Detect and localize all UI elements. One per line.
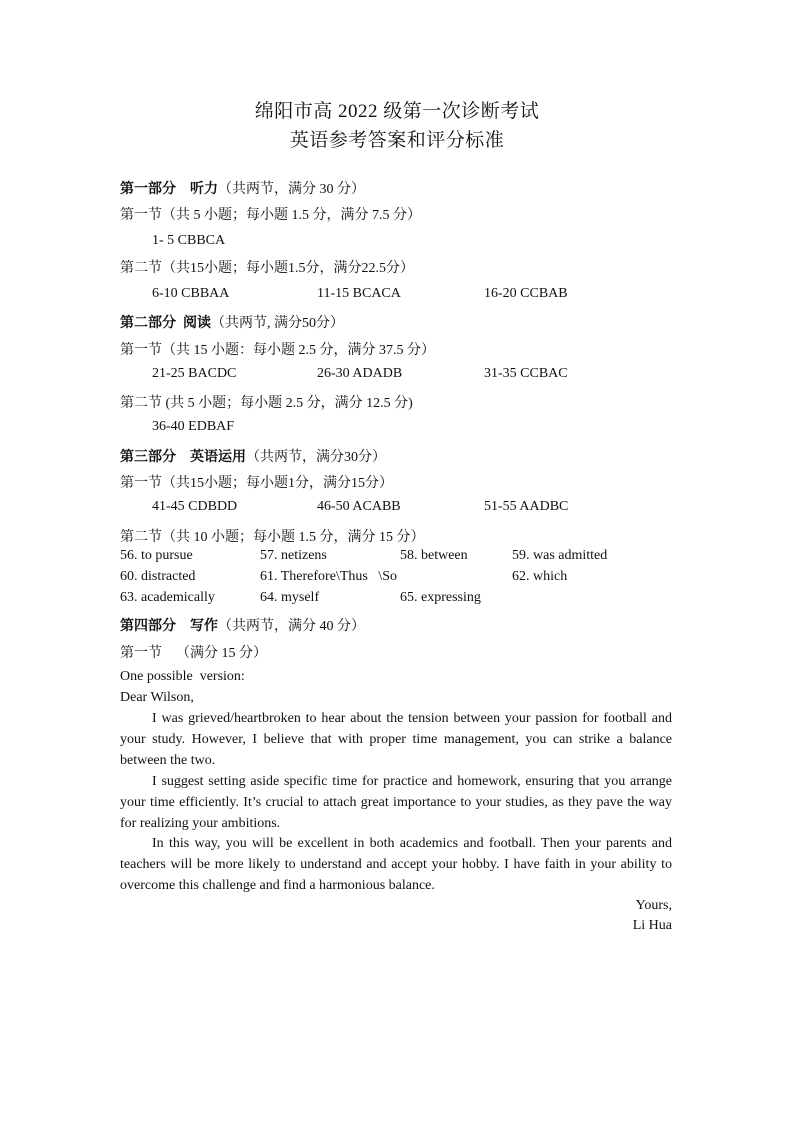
- fill-answer: 62. which: [512, 569, 568, 584]
- part2-sec1-header: 第一节（共 15 小题：每小题 2.5 分，满分 37.5 分）: [120, 343, 435, 358]
- part2-sec2-header: 第二节 (共 5 小题；每小题 2.5 分，满分 12.5 分): [120, 396, 413, 411]
- answer-group: 51-55 AADBC: [484, 499, 569, 514]
- fill-answer: 61. Therefore\Thus \So: [260, 569, 397, 584]
- answer-group: 16-20 CCBAB: [484, 286, 568, 301]
- answer-group: 11-15 BCACA: [317, 286, 401, 301]
- part4-heading: 第四部分: [120, 619, 176, 634]
- part1-name: 听力: [190, 182, 218, 197]
- part2-heading: 第二部分: [120, 316, 176, 331]
- letter-paragraph: In this way, you will be excellent in both academics and football. Then your parents and teachers will be more likely to understand and accept your hobby. I have faith in your ability to overcome this challenge and find a harmonious balance.: [120, 836, 672, 893]
- answer-group: 46-50 ACABB: [317, 499, 401, 514]
- part1-heading: 第一部分: [120, 182, 176, 197]
- answer-group: 41-45 CDBDD: [152, 499, 238, 514]
- part2-header: [120, 312, 344, 332]
- answer-group: 1- 5 CBBCA: [152, 233, 226, 248]
- fill-answer: 58. between: [400, 548, 468, 563]
- fill-answer: 63. academically: [120, 590, 215, 605]
- fill-answer: 59. was admitted: [512, 548, 608, 563]
- page-title: 绵阳市高 2022 级第一次诊断考试: [254, 101, 540, 122]
- answer-group: 26-30 ADADB: [317, 366, 403, 381]
- letter-signature: Li Hua: [632, 918, 672, 933]
- part2-name: 阅读: [183, 316, 211, 331]
- letter-paragraph: I suggest setting aside specific time for practice and homework, ensuring that you arrange your time efficiently. It’s crucial to attach great importance to your studies, as they pave the way for realizing your ambitions.: [120, 774, 672, 831]
- part3-sec2-header: 第二节（共 10 小题；每小题 1.5 分，满分 15 分）: [120, 530, 425, 545]
- fill-answer: 57. netizens: [260, 548, 327, 563]
- part4-name: 写作: [190, 619, 218, 634]
- part3-heading: 第三部分: [120, 450, 176, 465]
- part3-note: （共两节，满分30分）: [246, 450, 386, 465]
- part3-name: 英语运用: [190, 450, 246, 465]
- fill-answer: 56. to pursue: [120, 548, 193, 563]
- part3-header: [120, 446, 386, 466]
- letter-paragraph: I was grieved/heartbroken to hear about the tension between your passion for football and your study. However, I believe that with proper time management, you can strike a balance between the two.: [120, 711, 672, 768]
- part1-header: [120, 178, 365, 198]
- answer-group: 21-25 BACDC: [152, 366, 237, 381]
- part2-note: （共两节, 满分50分）: [211, 316, 344, 331]
- essay-intro: One possible version:: [120, 669, 245, 684]
- letter-greeting: Dear Wilson,: [120, 690, 194, 705]
- answer-group: 36-40 EDBAF: [152, 419, 235, 434]
- part4-note: （共两节，满分 40 分）: [218, 619, 365, 634]
- part1-note: （共两节，满分 30 分）: [218, 182, 365, 197]
- part4-sec1-header: 第一节 （满分 15 分）: [120, 646, 267, 661]
- page-subtitle: 英语参考答案和评分标准: [289, 130, 505, 151]
- fill-answer: 64. myself: [260, 590, 320, 605]
- part4-header: [120, 615, 365, 635]
- part1-sec1-header: 第一节（共 5 小题；每小题 1.5 分，满分 7.5 分）: [120, 208, 421, 223]
- part3-sec1-header: 第一节（共15小题；每小题1分，满分15分）: [120, 476, 393, 491]
- letter-closing: Yours,: [635, 898, 672, 913]
- part1-sec2-header: 第二节（共15小题；每小题1.5分，满分22.5分）: [120, 261, 414, 276]
- answer-group: 31-35 CCBAC: [484, 366, 568, 381]
- answer-group: 6-10 CBBAA: [152, 286, 230, 301]
- fill-answer: 60. distracted: [120, 569, 196, 584]
- fill-answer: 65. expressing: [400, 590, 481, 605]
